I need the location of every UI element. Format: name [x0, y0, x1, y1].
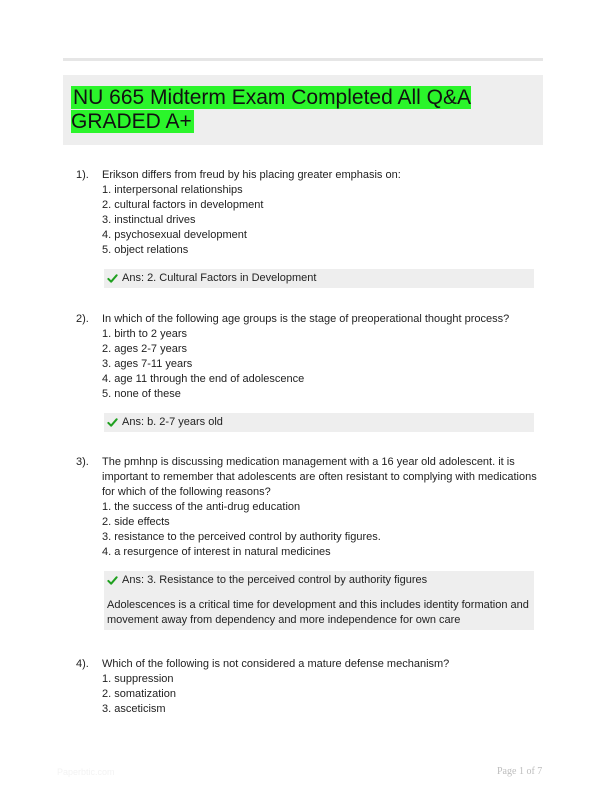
- check-icon: [107, 417, 118, 428]
- question-text: The pmhnp is discussing medication management with a 16 year old adolescent. it is important to remember that adolescents are often resistant to complying with medications for which of the following reasons?: [102, 456, 537, 498]
- title-highlight: NU 665 Midterm Exam Completed All Q&A GRADED A+: [71, 86, 471, 133]
- option: 5. none of these: [102, 388, 181, 400]
- option: 2. cultural factors in development: [102, 199, 264, 211]
- question-1: [63, 168, 543, 288]
- answer-box: [104, 413, 534, 432]
- option: 3. resistance to the perceived control by authority figures.: [102, 531, 381, 543]
- answer-text: Ans: 2. Cultural Factors in Development: [122, 272, 317, 284]
- option: 4. a resurgence of interest in natural medicines: [102, 546, 331, 558]
- question-text: Erikson differs from freud by his placing greater emphasis on:: [102, 169, 401, 181]
- page-title: [71, 86, 543, 134]
- top-divider: [63, 58, 543, 61]
- answer-box: [104, 571, 534, 630]
- option: 3. instinctual drives: [102, 214, 196, 226]
- question-text: In which of the following age groups is the stage of preoperational thought process?: [102, 313, 510, 325]
- answer-box: [104, 269, 534, 288]
- question-4: [63, 657, 543, 717]
- answer-text: Ans: b. 2-7 years old: [122, 416, 223, 428]
- option: 3. asceticism: [102, 703, 166, 715]
- option: 1. suppression: [102, 673, 174, 685]
- option: 2. side effects: [102, 516, 170, 528]
- option: 4. psychosexual development: [102, 229, 247, 241]
- option: 1. birth to 2 years: [102, 328, 187, 340]
- option: 1. interpersonal relationships: [102, 184, 243, 196]
- question-number: 2).: [76, 313, 89, 325]
- option: 2. ages 2-7 years: [102, 343, 187, 355]
- title-banner: [63, 75, 543, 145]
- option: 5. object relations: [102, 244, 189, 256]
- question-number: 3).: [76, 456, 89, 468]
- question-number: 1).: [76, 169, 89, 181]
- question-2: [63, 312, 543, 432]
- option: 3. ages 7-11 years: [102, 358, 193, 370]
- option: 2. somatization: [102, 688, 176, 700]
- answer-text: Ans: 3. Resistance to the perceived control by authority figures: [122, 574, 428, 586]
- question-number: 4).: [76, 658, 89, 670]
- option: 4. age 11 through the end of adolescence: [102, 373, 305, 385]
- question-text: Which of the following is not considered a mature defense mechanism?: [102, 658, 450, 670]
- page-indicator: Page 1 of 7: [497, 766, 543, 777]
- footer-watermark: Paperbtic.com: [57, 767, 115, 777]
- answer-explanation: Adolescences is a critical time for development and this includes identity formation and movement away from dependency and more independence for own care: [107, 599, 529, 626]
- check-icon: [107, 575, 118, 586]
- option: 1. the success of the anti-drug education: [102, 501, 301, 513]
- check-icon: [107, 273, 118, 284]
- question-3: [63, 455, 543, 630]
